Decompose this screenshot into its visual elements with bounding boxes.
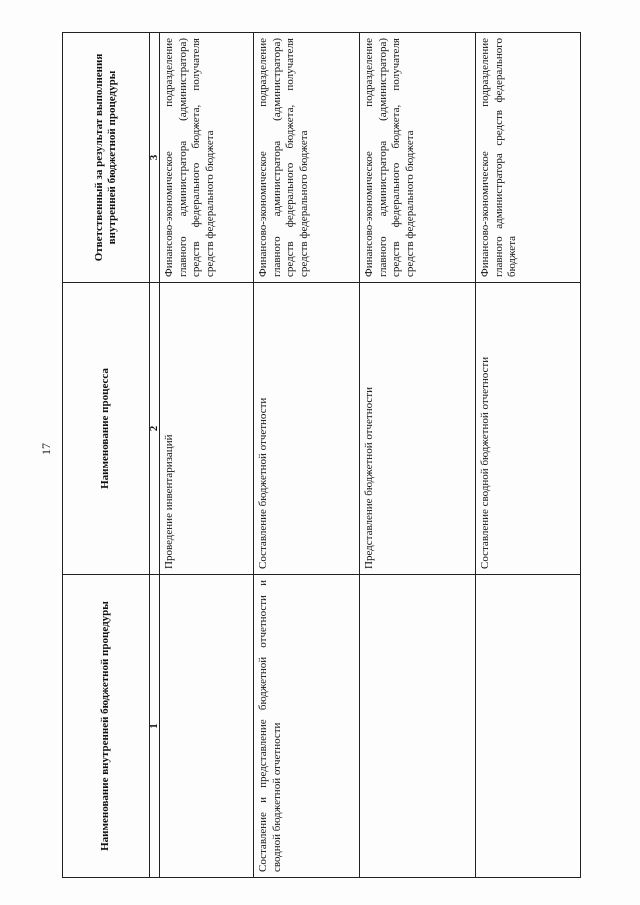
column-number: 1 [150, 575, 160, 878]
column-number: 2 [150, 283, 160, 575]
column-numbers-row [150, 33, 160, 878]
table-row [160, 33, 254, 878]
table-row [360, 33, 476, 878]
process-cell: Составление сводной бюджетной отчетности [476, 283, 581, 575]
table-header-row [63, 33, 150, 878]
header-procedure-name: Наименование внутренней бюджетной процедуры [63, 575, 150, 878]
procedure-cell [160, 575, 254, 878]
header-responsible: Ответственный за результат выполнения внутренней бюджетной процедуры [63, 33, 150, 283]
procedure-cell [360, 575, 476, 878]
responsible-cell: Финансово-экономическое подразделение главного администратора (администратора) средств федерального бюджета, получателя средств федерального бюджета [360, 33, 476, 283]
rotated-page-content [62, 33, 604, 878]
responsible-cell: Финансово-экономическое подразделение главного администратора (администратора) средств федерального бюджета, получателя средств федерального бюджета [254, 33, 360, 283]
process-cell: Составление бюджетной отчетности [254, 283, 360, 575]
process-cell: Представление бюджетной отчетности [360, 283, 476, 575]
page-number: 17 [39, 443, 53, 455]
column-number: 3 [150, 33, 160, 283]
responsible-cell: Финансово-экономическое подразделение главного администратора (администратора) средств федерального бюджета, получателя средств федерального бюджета [160, 33, 254, 283]
procedures-table [62, 32, 581, 878]
process-cell: Проведение инвентаризаций [160, 283, 254, 575]
procedure-cell: Составление и представление бюджетной отчетности и сводной бюджетной отчетности [254, 575, 360, 878]
responsible-cell: Финансово-экономическое подразделение главного администратора средств федерального бюджета [476, 33, 581, 283]
header-process-name: Наименование процесса [63, 283, 150, 575]
table-row [476, 33, 581, 878]
procedure-cell [476, 575, 581, 878]
table-row [254, 33, 360, 878]
